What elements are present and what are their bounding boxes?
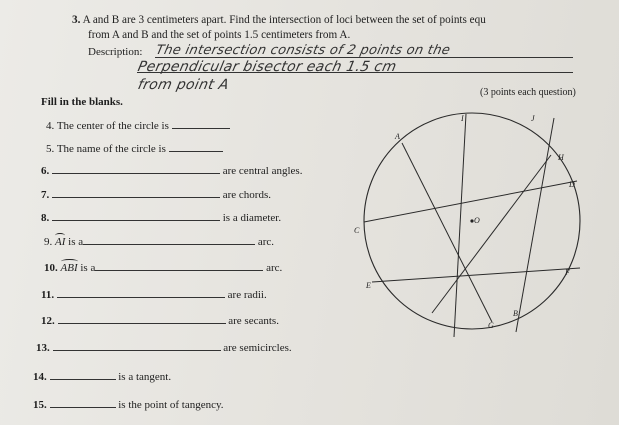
- chord-e-f: [372, 268, 580, 282]
- label-j: J: [531, 114, 535, 123]
- question-7: 7. are chords.: [41, 189, 272, 201]
- points-note: (3 points each question): [480, 87, 576, 98]
- question-12: 12. are secants.: [41, 315, 279, 327]
- chord-c-d: [364, 181, 577, 222]
- label-o: O: [474, 216, 480, 225]
- question-8: 8. is a diameter.: [41, 212, 282, 224]
- chord-a-b: [402, 143, 492, 322]
- question-4: 4. The center of the circle is: [46, 118, 230, 132]
- question-6: 6. are central angles.: [41, 165, 303, 177]
- arc-label-abi: ABI: [60, 262, 78, 274]
- label-h: H: [558, 153, 564, 162]
- arc-label-ai: AI: [55, 236, 66, 248]
- label-e: E: [366, 281, 371, 290]
- line-j-b: [516, 118, 554, 332]
- handwritten-answer-line-2: Perpendicular bisector each 1.5 cm: [136, 59, 399, 75]
- label-f: F: [565, 268, 570, 277]
- label-i: I: [461, 114, 464, 123]
- question-13: 13. are semicircles.: [36, 342, 292, 354]
- problem-3-line-1: 3. A and B are 3 centimeters apart. Find the intersection of loci between the set of points equ: [72, 14, 486, 26]
- label-c: C: [354, 226, 360, 235]
- question-9: 9. AI is a arc.: [44, 236, 275, 248]
- label-g: G: [488, 321, 494, 330]
- question-15: 15. is the point of tangency.: [33, 399, 224, 411]
- handwritten-answer-line-1: The intersection consists of 2 points on the: [154, 43, 452, 58]
- question-14: 14. is a tangent.: [33, 371, 172, 383]
- question-5: 5. The name of the circle is: [46, 141, 223, 155]
- label-b: B: [513, 309, 518, 318]
- section-title: Fill in the blanks.: [41, 96, 123, 108]
- line-i-g: [454, 114, 466, 337]
- label-d: D: [569, 180, 575, 189]
- problem-3-line-2: from A and B and the set of points 1.5 centimeters from A.: [88, 29, 351, 41]
- question-10: 10. ABI is a arc.: [44, 262, 283, 274]
- label-a: A: [395, 132, 400, 141]
- handwritten-answer-line-3: from point A: [136, 77, 231, 93]
- question-11: 11. are radii.: [41, 289, 267, 301]
- description-label: Description:: [88, 46, 143, 58]
